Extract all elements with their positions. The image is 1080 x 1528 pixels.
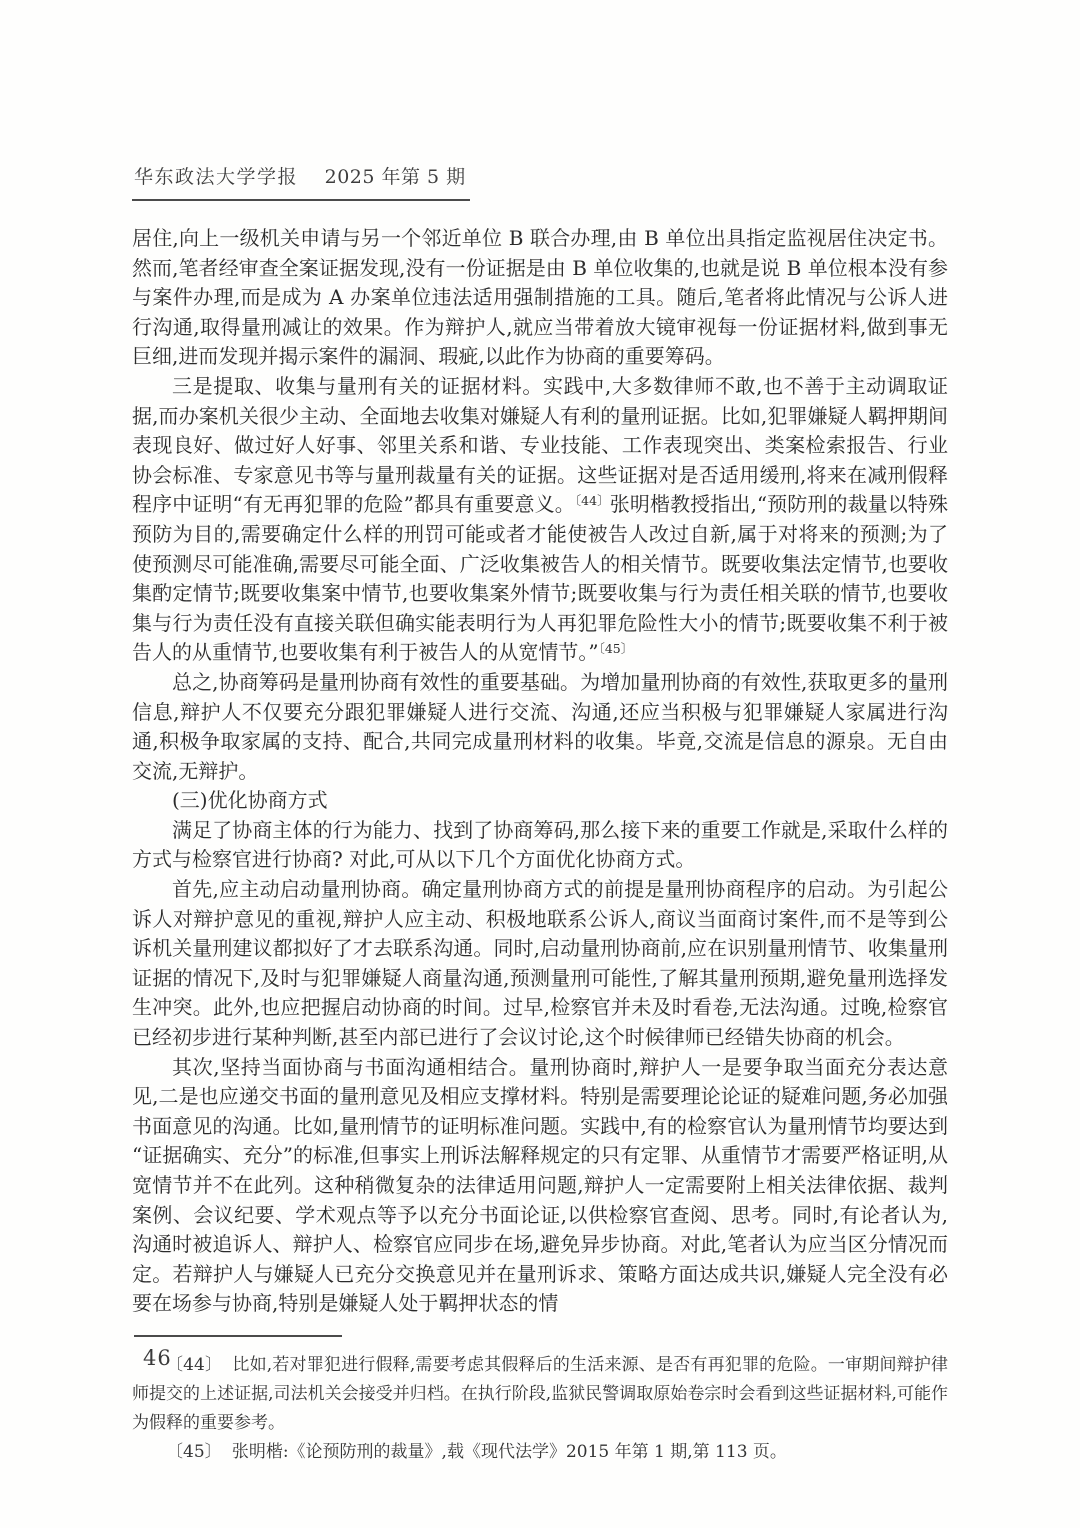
- paragraph: 总之,协商筹码是量刑协商有效性的重要基础。为增加量刑协商的有效性,获取更多的量刑信息,辩护人不仅要充分跟犯罪嫌疑人进行交流、沟通,还应当积极与犯罪嫌疑人家属进行沟通,积极争取家属的支持、配合,共同完成量刑材料的收集。毕竟,交流是信息的源泉。无自由交流,无辩护。: [132, 669, 948, 783]
- paragraph: 首先,应主动启动量刑协商。确定量刑协商方式的前提是量刑协商程序的启动。为引起公诉人对辩护意见的重视,辩护人应主动、积极地联系公诉人,商议当面商讨案件,而不是等到公诉机关量刑建议都拟好了才去联系沟通。同时,启动量刑协商前,应在识别量刑情节、收集量刑证据的情况下,及时与犯罪嫌疑人商量沟通,预测量刑可能性,了解其量刑预期,避免量刑选择发生冲突。此外,也应把握启动协商的时间。过早,检察官并未及时看卷,无法沟通。过晚,检察官已经初步进行某种判断,甚至内部已进行了会议讨论,这个时候律师已经错失协商的机会。: [132, 877, 948, 1050]
- page-number: 46: [143, 1346, 172, 1370]
- journal-title: 华东政法大学学报: [134, 166, 299, 188]
- footnote-area: [132, 1335, 948, 1467]
- paragraph: 居住,向上一级机关申请与另一个邻近单位 B 联合办理,由 B 单位出具指定监视居住决定书。然而,笔者经审查全案证据发现,没有一份证据是由 B 单位收集的,也就是说 B 单位根本没有参与案件办理,而是成为 A 办案单位违法适用强制措施的工具。随后,笔者将此情况与公诉人进行沟通,取得量刑减让的效果。作为辩护人,就应当带着放大镜审视每一份证据材料,做到事无巨细,进而发现并揭示案件的漏洞、瑕疵,以此作为协商的重要筹码。: [132, 226, 948, 369]
- footnote: 〔45〕 张明楷:《论预防刑的裁量》,载《现代法学》2015 年第 1 期,第 113 页。: [166, 1441, 787, 1462]
- footnote-marker: 〔45〕: [166, 1441, 222, 1462]
- footnote-ref: 〔44〕: [574, 493, 610, 509]
- section-heading: (三)优化协商方式: [172, 788, 328, 813]
- running-header: [132, 162, 470, 201]
- footnote-marker: 〔44〕: [166, 1354, 223, 1375]
- paragraph: 满足了协商主体的行为能力、找到了协商筹码,那么接下来的重要工作就是,采取什么样的方式与检察官进行协商? 对此,可从以下几个方面优化协商方式。: [132, 817, 948, 872]
- issue-label: 2025 年第 5 期: [324, 166, 466, 188]
- footnote: 〔44〕 比如,若对罪犯进行假释,需要考虑其假释后的生活来源、是否有再犯罪的危险。一审期间辩护律师提交的上述证据,司法机关会接受并归档。在执行阶段,监狱民警调取原始卷宗时会看到这些证据材料,可能作为假释的重要参考。: [132, 1354, 948, 1433]
- paragraph: 其次,坚持当面协商与书面沟通相结合。量刑协商时,辩护人一是要争取当面充分表达意见,二是也应递交书面的量刑意见及相应支撑材料。特别是需要理论论证的疑难问题,务必加强书面意见的沟通。比如,量刑情节的证明标准问题。实践中,有的检察官认为量刑情节均要达到“证据确实、充分”的标准,但事实上刑诉法解释规定的只有定罪、从重情节才需要严格证明,从宽情节并不在此列。这种稍微复杂的法律适用问题,辩护人一定需要附上相关法律依据、裁判案例、会议纪要、学术观点等予以充分书面论证,以供检察官查阅、思考。同时,有论者认为,沟通时被追诉人、辩护人、检察官应同步在场,避免异步协商。对此,笔者认为应当区分情况而定。若辩护人与嫌疑人已充分交换意见并在量刑诉求、策略方面达成共识,嫌疑人完全没有必要在场参与协商,特别是嫌疑人处于羁押状态的情: [132, 1054, 948, 1316]
- footnote-ref: 〔45〕: [598, 641, 634, 657]
- article-body: [132, 224, 948, 1319]
- footnotes: [132, 1351, 948, 1467]
- paragraph: 三是提取、收集与量刑有关的证据材料。实践中,大多数律师不敢,也不善于主动调取证据,而办案机关很少主动、全面地去收集对嫌疑人有利的量刑证据。比如,犯罪嫌疑人羁押期间表现良好、做过好人好事、邻里关系和谐、专业技能、工作表现突出、类案检索报告、行业协会标准、专家意见书等与量刑裁量有关的证据。这些证据对是否适用缓刑,将来在减刑假释程序中证明“有无再犯罪的危险”都具有重要意义。$^{〔44〕}$张明楷教授指出,“预防刑的裁量以特殊预防为目的,需要确定什么样的刑罚可能或者才能使被告人改过自新,属于对将来的预测;为了使预测尽可能准确,需要尽可能全面、广泛收集被告人的相关情节。既要收集法定情节,也要收集酌定情节;既要收集案中情节,也要收集案外情节;既要收集与行为责任相关联的情节,也要收集与行为责任没有直接关联但确实能表明行为人再犯罪危险性大小的情节;既要收集不利于被告人的从重情节,也要收集有利于被告人的从宽情节。”$^{〔45〕}$: [132, 373, 949, 665]
- footnote-divider: [134, 1335, 342, 1337]
